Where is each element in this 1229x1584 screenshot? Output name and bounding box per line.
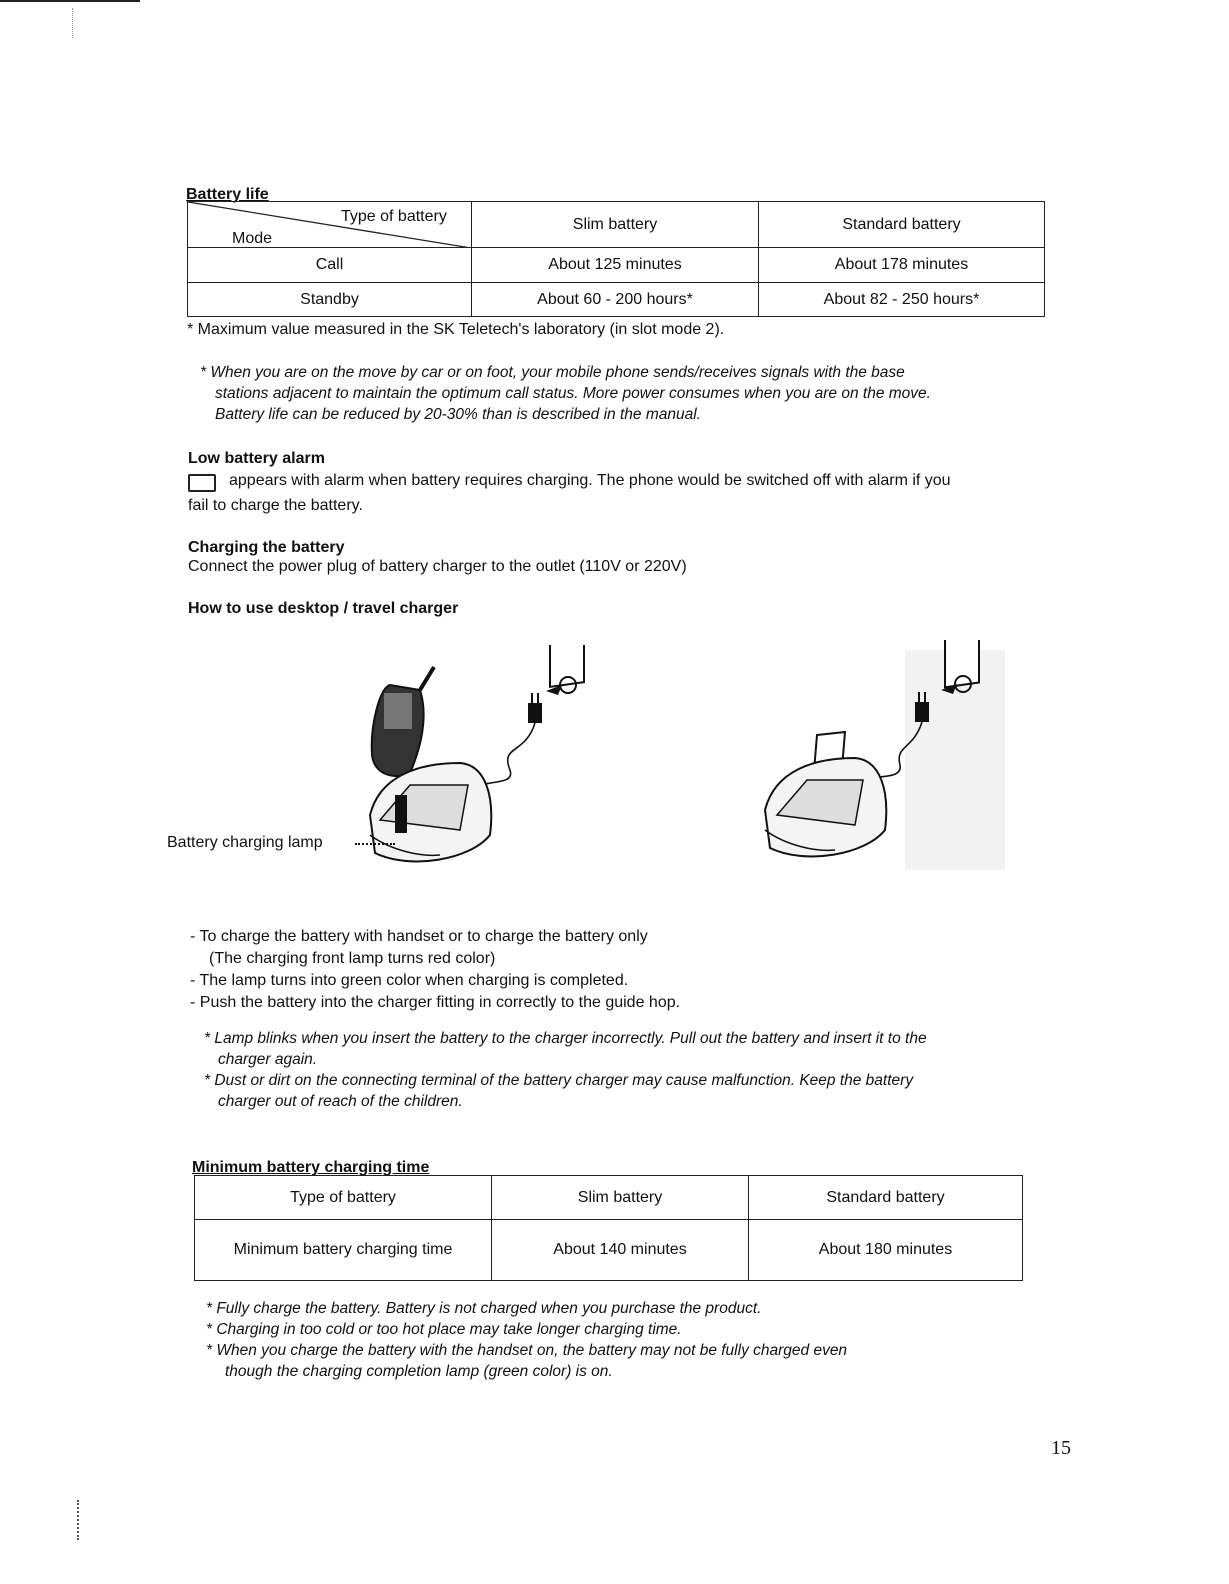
step-line: (The charging front lamp turns red color)	[209, 950, 496, 967]
battery-life-note	[200, 362, 931, 425]
low-battery-title: Low battery alarm	[188, 450, 325, 467]
mode-cell: Call	[188, 248, 472, 283]
battery-low-icon	[188, 474, 216, 492]
battery-life-footnote: * Maximum value measured in the SK Teletech's laboratory (in slot mode 2).	[187, 321, 725, 338]
min-charging-title: Minimum battery charging time	[192, 1159, 430, 1176]
note-line: * Lamp blinks when you insert the battery to the charger incorrectly. Pull out the battery and insert it to the	[204, 1030, 927, 1047]
mode-cell: Standby	[188, 283, 472, 317]
desktop-charger-with-phone-illustration	[350, 645, 600, 885]
slim-value: About 125 minutes	[472, 248, 759, 283]
note-line: charger again.	[218, 1051, 318, 1068]
slim-value: About 140 minutes	[492, 1220, 749, 1281]
note-line: * Charging in too cold or too hot place may take longer charging time.	[206, 1321, 682, 1338]
header-mode-label: Mode	[232, 230, 273, 247]
header-standard: Standard battery	[759, 202, 1045, 248]
battery-charging-lamp-label: Battery charging lamp	[167, 834, 323, 851]
standard-value: About 180 minutes	[749, 1220, 1023, 1281]
charger-steps	[190, 926, 680, 1014]
scan-margin-mark	[77, 1500, 81, 1540]
page-number: 15	[1051, 1437, 1071, 1459]
table-header-cell-diagonal	[188, 202, 472, 248]
desktop-charger-battery-only-illustration	[755, 640, 1005, 880]
charging-text: Connect the power plug of battery charger to the outlet (110V or 220V)	[188, 558, 687, 575]
min-charging-notes	[206, 1298, 847, 1382]
note-line: * When you charge the battery with the handset on, the battery may not be fully charged even	[206, 1342, 848, 1359]
step-line: - To charge the battery with handset or to charge the battery only	[190, 928, 648, 945]
lamp-pointer-line	[355, 843, 395, 845]
header-type-label: Type of battery	[341, 208, 447, 225]
note-line: charger out of reach of the children.	[218, 1093, 463, 1110]
step-line: - Push the battery into the charger fitting in correctly to the guide hop.	[190, 994, 681, 1011]
note-line: stations adjacent to maintain the optimum call status. More power consumes when you are on the move.	[215, 385, 931, 402]
header-slim: Slim battery	[472, 202, 759, 248]
table-row	[188, 283, 1045, 317]
scan-margin-mark	[72, 8, 74, 38]
battery-life-table	[187, 201, 1045, 317]
note-line: * Fully charge the battery. Battery is not charged when you purchase the product.	[206, 1300, 762, 1317]
slim-value: About 60 - 200 hours*	[472, 283, 759, 317]
note-line: * Dust or dirt on the connecting terminal of the battery charger may cause malfunction. Keep the battery	[204, 1072, 914, 1089]
note-line: * When you are on the move by car or on foot, your mobile phone sends/receives signals with the base	[200, 364, 905, 381]
note-line: though the charging completion lamp (green color) is on.	[225, 1363, 613, 1380]
low-battery-line1: appears with alarm when battery requires charging. The phone would be switched off with alarm if you	[229, 472, 951, 489]
header-cell: Slim battery	[492, 1176, 749, 1220]
table-row	[195, 1220, 1023, 1281]
low-battery-line2: fail to charge the battery.	[188, 497, 363, 514]
min-charging-table	[194, 1175, 1023, 1281]
table-row	[188, 248, 1045, 283]
table-header-row	[195, 1176, 1023, 1220]
charging-title: Charging the battery	[188, 539, 345, 556]
note-line: Battery life can be reduced by 20-30% than is described in the manual.	[215, 406, 701, 423]
battery-life-title: Battery life	[186, 186, 269, 203]
row-label: Minimum battery charging time	[195, 1220, 492, 1281]
step-line: - The lamp turns into green color when charging is completed.	[190, 972, 629, 989]
scan-top-line	[0, 0, 140, 2]
charger-notes	[204, 1028, 927, 1112]
header-cell: Type of battery	[195, 1176, 492, 1220]
charger-use-title: How to use desktop / travel charger	[188, 600, 459, 617]
header-cell: Standard battery	[749, 1176, 1023, 1220]
standard-value: About 82 - 250 hours*	[759, 283, 1045, 317]
standard-value: About 178 minutes	[759, 248, 1045, 283]
